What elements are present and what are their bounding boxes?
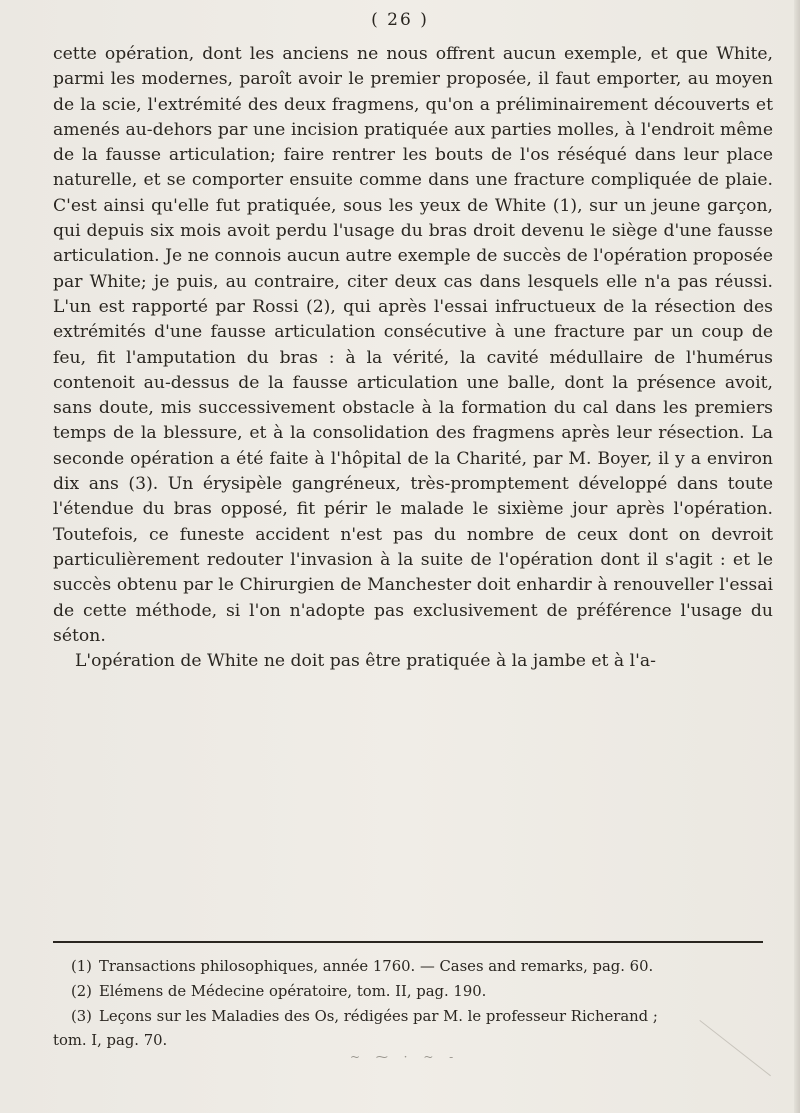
footnote-2-text: Elémens de Médecine opératoire, tom. II, pag. 190.	[99, 982, 487, 1000]
footnote-1-number: (1)	[71, 958, 92, 975]
footnote-3	[53, 1005, 773, 1030]
footnote-3-number: (3)	[71, 1007, 92, 1025]
footnote-rule	[53, 941, 763, 943]
print-smudge-marks: ~ ⁓ · ~ -	[350, 1050, 460, 1064]
main-text	[53, 42, 773, 674]
footnote-3-text: Leçons sur les Maladies des Os, rédigées par M. le professeur Richerand ;	[99, 1007, 658, 1025]
paragraph-2: L'opération de White ne doit pas être pratiquée à la jambe et à l'a-	[75, 651, 656, 672]
footnote-1	[53, 955, 773, 980]
paragraph-1: cette opération, dont les anciens ne nous offrent aucun exemple, et que White, parmi les modernes, paroît avoir le premier proposée, il faut emporter, au moyen de la scie, l'extrémité des deux fragmens, qu'on a préliminairement découverts et amenés au-dehors par une incision pratiquée aux parties molles, à l'endroit même de la fausse articulation; faire rentrer les bouts de l'os réséqué dans leur place naturelle, et se comporter ensuite comme dans une fracture compliquée de plaie. C'est ainsi qu'elle fut pratiquée, sous les yeux de White (1), sur un jeune garçon, qui depuis six mois avoit perdu l'usage du bras droit devenu le siège d'une fausse articulation. Je ne connois aucun autre exemple de succès de l'opération proposée par White; je puis, au contraire, citer deux cas dans lesquels elle n'a pas réussi. L'un est rapporté par Rossi (2), qui après l'essai infructueux de la résection des extrémités d'une fausse articulation consécutive à une fracture par un coup de feu, fit l'amputation du bras : à la vérité, la cavité médullaire de l'humérus contenoit au-dessus de la fausse articulation une balle, dont la présence avoit, sans doute, mis successivement obstacle à la formation du cal dans les premiers temps de la blessure, et à la consolidation des fragmens après leur résection. La seconde opération a été faite à l'hôpital de la Charité, par M. Boyer, il y a environ dix ans (3). Un érysipèle gangréneux, très-promptement développé dans toute l'étendue du bras opposé, fit périr le malade le sixième jour après l'opération. Toutefois, ce funeste accident n'est pas du nombre de ceux dont on devroit particulièrement redouter l'invasion à la suite de l'opération dont il s'agit : et le succès obtenu par le Chirurgien de Manchester doit enhardir à renouveller l'essai de cette méthode, si l'on n'adopte pas exclusivement de préférence l'usage du séton.	[53, 44, 773, 646]
footnotes	[53, 955, 773, 1054]
footnote-3-continuation: tom. I, pag. 70.	[53, 1032, 168, 1050]
footnote-1-text: Transactions philosophiques, année 1760. — Cases and remarks, pag. 60.	[99, 958, 654, 975]
page-edge-shadow	[794, 0, 800, 1113]
footnote-2-number: (2)	[71, 982, 92, 1000]
footnote-2	[53, 980, 773, 1005]
page-number: ( 26 )	[371, 10, 429, 30]
